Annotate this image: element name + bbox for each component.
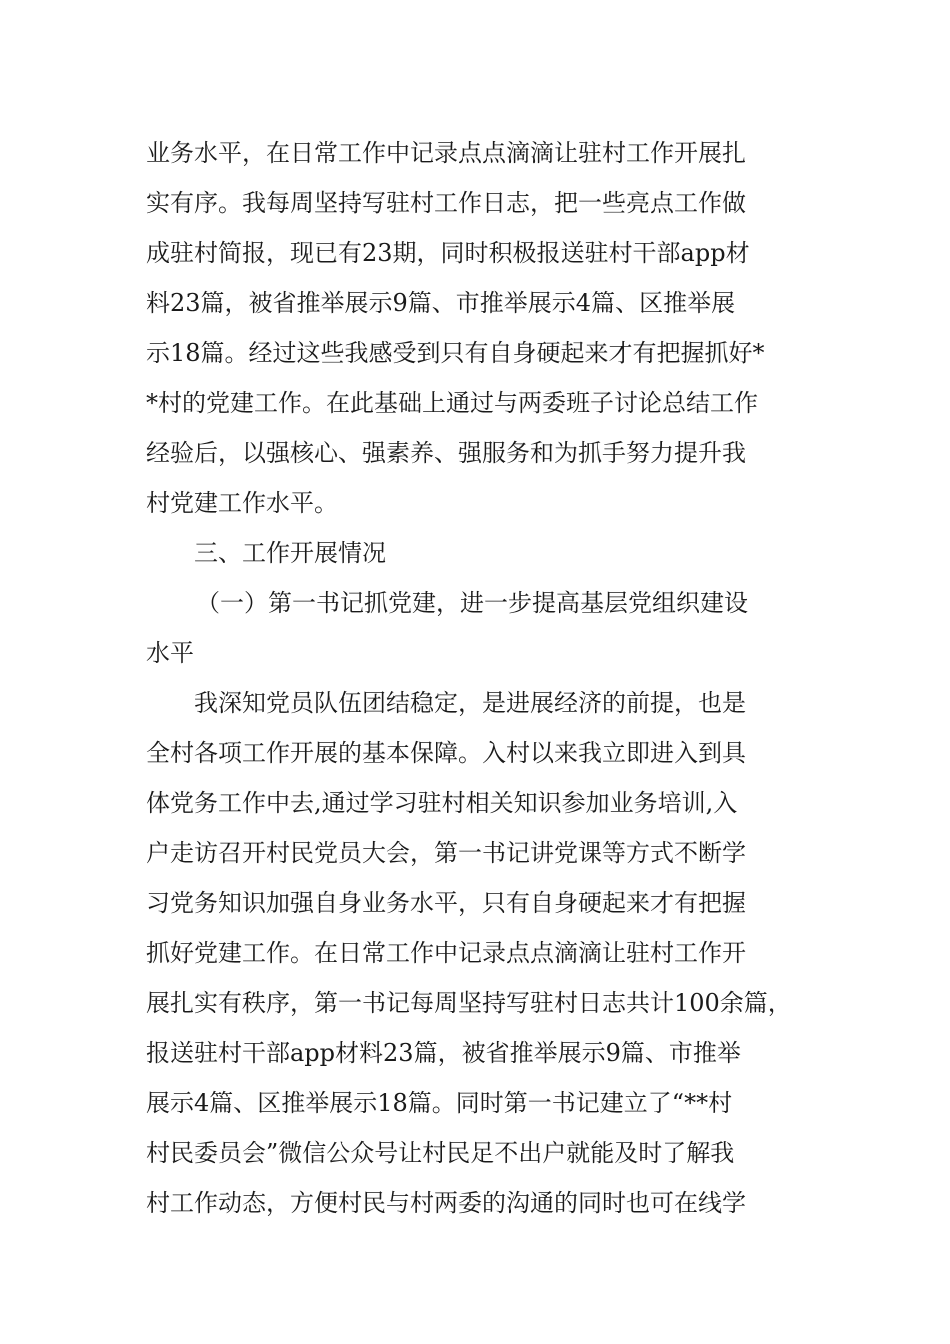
paragraph1-line: 实有序。我每周坚持写驻村工作日志，把一些亮点工作做: [146, 189, 746, 217]
paragraph2-line: 抓好党建工作。在日常工作中记录点点滴滴让驻村工作开: [146, 939, 746, 967]
paragraph2-line: 村民委员会”微信公众号让村民足不出户就能及时了解我: [146, 1139, 735, 1167]
paragraph2-line: 体党务工作中去,通过学习驻村相关知识参加业务培训,入: [146, 789, 738, 817]
subsection-heading-line: （一）第一书记抓党建，进一步提高基层党组织建设: [196, 589, 748, 617]
subsection-heading-line: 水平: [146, 639, 194, 667]
paragraph2-line: 展扎实有秩序，第一书记每周坚持写驻村日志共计100余篇，: [146, 989, 792, 1017]
section-heading: 三、工作开展情况: [194, 539, 386, 567]
paragraph1-line: 料23篇，被省推举展示9篇、市推举展示4篇、区推举展: [146, 289, 736, 317]
paragraph2-line: 展示4篇、区推举展示18篇。同时第一书记建立了“**村: [146, 1089, 733, 1117]
paragraph2-line: 全村各项工作开展的基本保障。入村以来我立即进入到具: [146, 739, 746, 767]
paragraph1-line: 村党建工作水平。: [146, 489, 338, 517]
paragraph1-line: 业务水平，在日常工作中记录点点滴滴让驻村工作开展扎: [146, 139, 746, 167]
paragraph2-line: 习党务知识加强自身业务水平，只有自身硬起来才有把握: [146, 889, 746, 917]
paragraph2-line: 报送驻村干部app材料23篇，被省推举展示9篇、市推举: [146, 1039, 741, 1067]
paragraph1-line: 示18篇。经过这些我感受到只有自身硬起来才有把握抓好*: [146, 339, 765, 367]
paragraph1-line: *村的党建工作。在此基础上通过与两委班子讨论总结工作: [146, 389, 758, 417]
paragraph2-line: 村工作动态，方便村民与村两委的沟通的同时也可在线学: [146, 1189, 746, 1217]
paragraph1-line: 成驻村简报，现已有23期，同时积极报送驻村干部app材: [146, 239, 750, 267]
paragraph2-line: 户走访召开村民党员大会，第一书记讲党课等方式不断学: [146, 839, 746, 867]
paragraph1-line: 经验后，以强核心、强素养、强服务和为抓手努力提升我: [146, 439, 746, 467]
paragraph2-line: 我深知党员队伍团结稳定，是进展经济的前提，也是: [194, 689, 746, 717]
